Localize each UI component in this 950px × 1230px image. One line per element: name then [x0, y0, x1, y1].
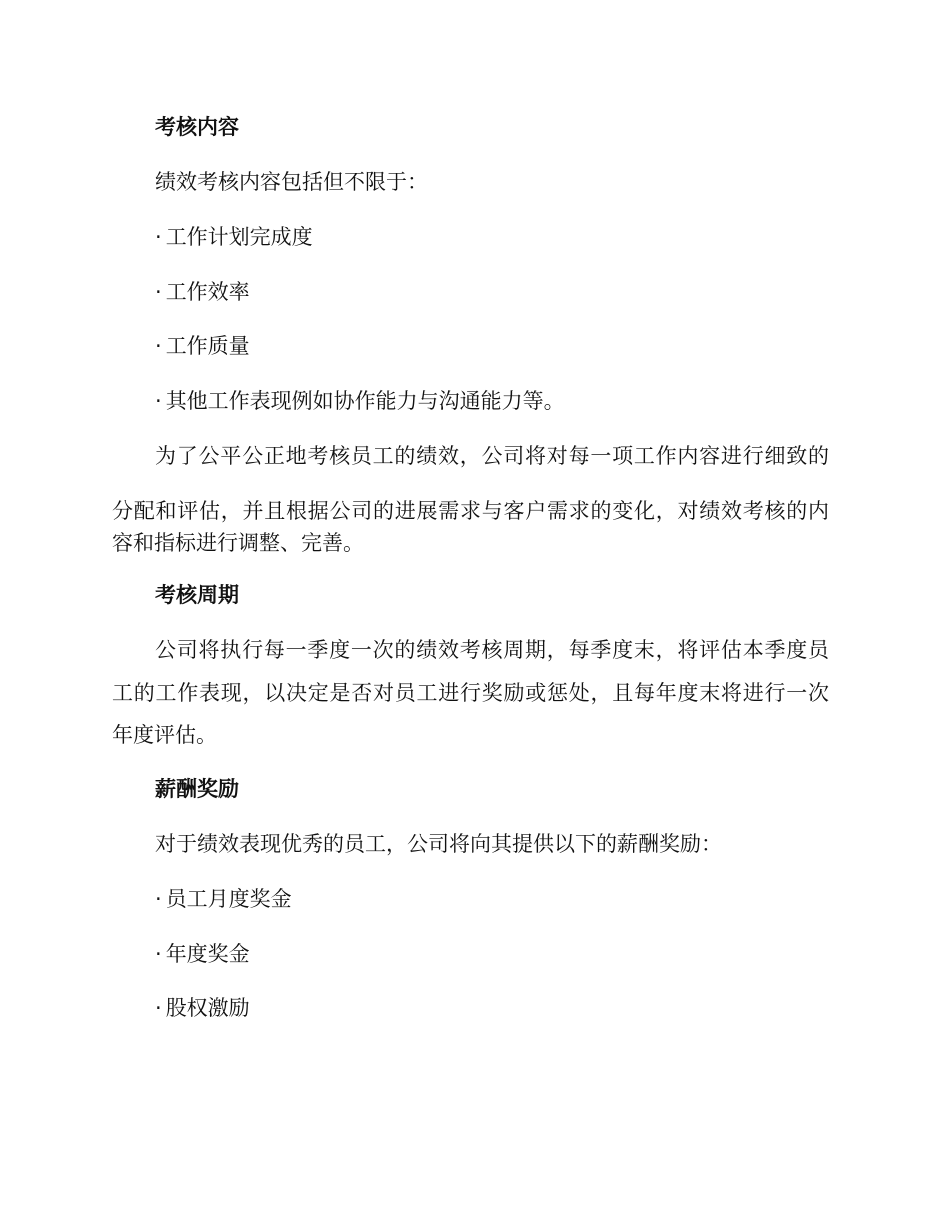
bullet-icon: ·	[155, 389, 162, 413]
bullet-icon: ·	[155, 280, 162, 304]
bullet-icon: ·	[155, 942, 162, 966]
paragraph-line: 工的工作表现，以决定是否对员工进行奖励或惩处，且每年度末将进行一次	[112, 681, 829, 705]
paragraph-line: 分配和评估，并且根据公司的进展需求与客户需求的变化，对绩效考核的内	[112, 499, 829, 523]
paragraph-line: 为了公平公正地考核员工的绩效，公司将对每一项工作内容进行细致的	[155, 444, 829, 468]
list-item-text: 工作质量	[165, 334, 250, 358]
list-item-text: 其他工作表现例如协作能力与沟通能力等。	[165, 389, 565, 413]
list-item	[155, 331, 875, 361]
section-intro: 绩效考核内容包括但不限于：	[155, 170, 428, 194]
bullet-icon: ·	[155, 996, 162, 1020]
paragraph-line: 公司将执行每一季度一次的绩效考核周期，每季度末，将评估本季度员	[155, 638, 829, 662]
list-item-text: 年度奖金	[165, 942, 250, 966]
list-item	[155, 884, 875, 914]
list-item	[155, 939, 875, 969]
paragraph-line: 容和指标进行调整、完善。	[112, 531, 364, 555]
list-item	[155, 993, 875, 1023]
bullet-icon: ·	[155, 225, 162, 249]
list-item	[155, 222, 875, 252]
section-heading-assessment-content: 考核内容	[155, 115, 239, 139]
paragraph-line: 年度评估。	[112, 723, 217, 747]
section-heading-assessment-cycle: 考核周期	[155, 583, 239, 607]
list-item-text: 工作计划完成度	[165, 225, 313, 249]
list-item	[155, 386, 875, 416]
list-item-text: 员工月度奖金	[165, 887, 292, 911]
list-item	[155, 277, 875, 307]
section-heading-compensation-rewards: 薪酬奖励	[155, 777, 239, 801]
bullet-icon: ·	[155, 334, 162, 358]
list-item-text: 工作效率	[165, 280, 250, 304]
bullet-icon: ·	[155, 887, 162, 911]
list-item-text: 股权激励	[165, 996, 250, 1020]
section-intro: 对于绩效表现优秀的员工，公司将向其提供以下的薪酬奖励：	[155, 832, 722, 856]
